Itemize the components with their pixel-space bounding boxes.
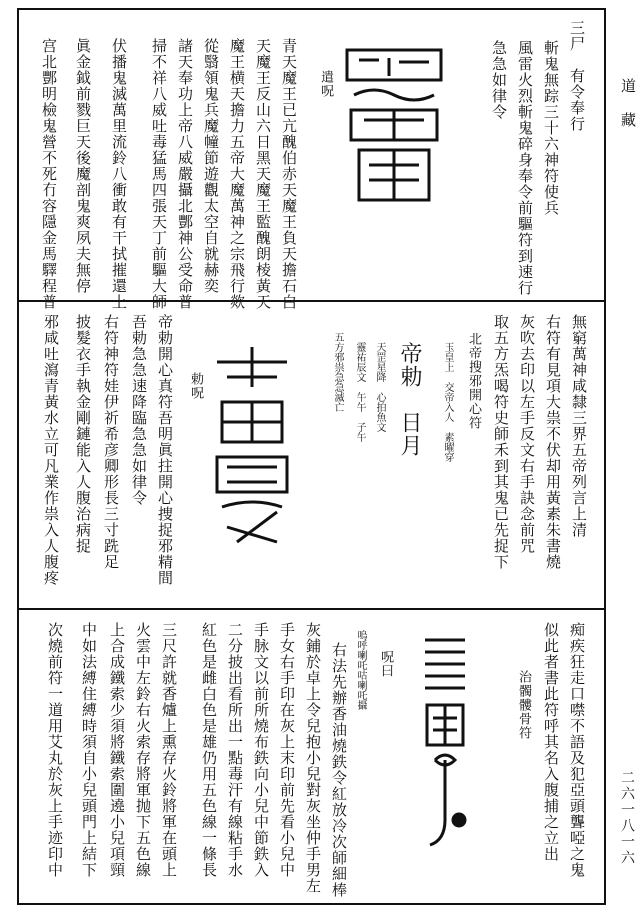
text-column: 玉皇上 交帝入人 素曜穿	[442, 342, 453, 462]
text-column: 吾勅急急速降臨急急如律令	[130, 314, 148, 506]
text-column: 帝勅 日月	[397, 342, 422, 457]
text-column: 風雷火烈斬鬼碎身奉令前驅符到速行	[516, 40, 534, 296]
talisman-seal-icon	[339, 30, 449, 220]
section-title: 北帝搜邪開心符	[466, 332, 481, 430]
text-column: 似此者書此符呼其名入腹捕之立出	[542, 622, 560, 862]
text-column: 青天魔王已亢醜伯赤天魔王負天擔石白	[280, 38, 298, 310]
text-column: 天魔王反山六日黑天魔王監醜朗棱黃天	[254, 38, 272, 310]
text-column: 灰吹去印以左手反文右手訣念前咒	[518, 314, 536, 554]
text-column: 痴疾狂走口噤不語及犯亞頭聾啞之鬼	[568, 622, 586, 878]
text-column: 從翳領鬼兵魔幢節遊觀太空自就赫奕	[202, 38, 220, 294]
page-frame	[17, 8, 606, 905]
margin-label-dao: 道	[619, 78, 637, 97]
text-column: 中如法縛住縛時須自小兒頭門上結下	[80, 622, 98, 878]
panel-middle	[19, 302, 604, 608]
text-column: 披髮衣手執金剛鏈能入人腹治病捉	[74, 314, 92, 554]
section-title: 遣呪	[318, 70, 333, 98]
text-column: 宫北酆明檢鬼營不死冇容隱金馬驛程普	[40, 38, 58, 310]
panel-top	[19, 10, 604, 310]
text-column: 魔王横天擔力五帝大魔萬神之宗飛行欻	[228, 38, 246, 310]
text-column: 紅色是雌白色是雄仍用五色線一條長	[200, 622, 218, 878]
panel-bottom	[19, 610, 604, 905]
text-column: 右法先辦香油燒鉄令紅放冷次師細棒	[330, 642, 348, 898]
section-title: 勅呪	[188, 372, 203, 400]
text-column: 五方邪祟急急滅亡	[332, 332, 343, 412]
text-column: 靈祐辰文 午午 子午	[354, 342, 365, 442]
text-column: 次燒前符一道用艾丸於灰上手迹印中	[46, 622, 64, 878]
page-number: 二六一八一六	[619, 770, 635, 866]
text-column: 三尸 有令奉行	[568, 20, 586, 132]
talisman-chi-icon	[207, 342, 297, 552]
text-column: 取五方炁喝符史師禾到其鬼已先捉下	[492, 314, 510, 570]
text-column: 嗚呼喇吒咕喇吒攝	[355, 630, 366, 710]
text-column: 右符有見項大祟不伏却用黃素朱書燒	[544, 314, 562, 570]
text-column: 上合成鐵索少須將鐵索圍遶小兒項頸	[108, 622, 126, 878]
text-column: 帝勅開心真符吾明眞拄開心捜捉邪精間	[156, 314, 174, 586]
text-column: 灰鋪於卓上令兒抱小兒對灰坐仲手男左	[304, 622, 322, 894]
text-column: 手女右手印在灰上末印前先看小兒中	[278, 622, 296, 878]
text-column: 眞金鉞前戮巨天後魔剖鬼爽夙夫無停	[74, 38, 92, 294]
text-column: 二分披出看所出一點毒汗有線粘手水	[226, 622, 244, 878]
section-title: 治髑髏骨符	[516, 670, 531, 740]
text-column: 手脉文以前所燒布鉄向小兒中節鉄入	[252, 622, 270, 878]
text-column: 掃不祥八威吐毒猛馬四張天丁前驅大師	[150, 38, 168, 310]
text-column: 邪咸吐瀉青黃水立可凡業作祟入人腹疼	[42, 314, 60, 586]
text-column: 伏播鬼滅萬里流鈴八衝敢有干拭摧還上	[110, 38, 128, 310]
text-column: 急急如律令	[490, 40, 508, 120]
text-column: 右符神符娃伊祈希彦卿形長三寸跣足	[102, 314, 120, 570]
talisman-spiral-icon	[415, 630, 475, 860]
margin-label-zang: 藏	[619, 112, 637, 131]
text-column: 無窮萬神咸隸三界五帝列言上清	[570, 314, 588, 538]
section-title: 呪曰	[378, 650, 393, 678]
text-column: 諸天奉功上帝八威嚴攝北酆神公受命普	[176, 38, 194, 310]
text-column: 天罡星降 心拍魚文	[374, 342, 385, 432]
text-column: 三尺許就香爐上熏存火鈴將軍在頭上	[160, 622, 178, 878]
text-column: 火雲中左鈴右火索存將軍抛下五色線	[134, 622, 152, 878]
text-column: 斬鬼無踪三十六神符使兵	[542, 40, 560, 216]
